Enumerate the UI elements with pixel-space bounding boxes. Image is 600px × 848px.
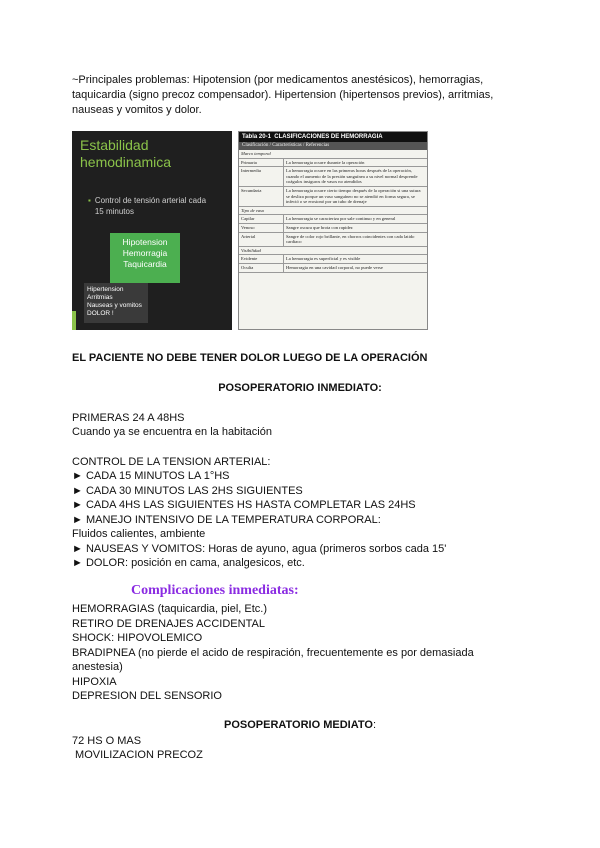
slide-accent-bar <box>72 311 76 330</box>
table-cell-term: Capilar <box>239 215 284 223</box>
table-cell-term: Primaria <box>239 159 284 167</box>
slide-dark-box: Hipertension Arritmias Nauseas y vomitos DOLOR ! <box>84 283 148 323</box>
table-title: Tabla 20-1 CLASIFICACIONES DE HEMORRAGIA <box>239 132 427 142</box>
slide-title: Estabilidad hemodinamica <box>80 137 172 170</box>
complicacion-line-4: BRADIPNEA (no pierde el acido de respiración, frecuentemente es por demasiada <box>72 647 474 659</box>
control-line-2: ► CADA 15 MINUTOS LA 1°HS <box>72 470 230 482</box>
control-line-3: ► CADA 30 MINUTOS LAS 2HS SIGUIENTES <box>72 485 303 497</box>
table-cell-term: Arterial <box>239 233 284 246</box>
table-row <box>239 224 427 233</box>
complicacion-line-5: anestesia) <box>72 661 123 673</box>
table-row <box>239 264 427 273</box>
table-cell-description: La hemorragia ocurre cierto tiempo después de la operación si una sutura se desliza porque un vaso sanguíneo no se atendió en forma segura, se infectó o se erosionó por un tubo de drenaje <box>286 187 421 205</box>
table-row <box>239 167 427 187</box>
mediato-line-1: 72 HS O MAS <box>72 735 142 747</box>
table-cell-description: Sangre de color rojo brillante, en chorros coincidentes con cada latido cardiaco <box>286 233 415 245</box>
control-line-5: ► MANEJO INTENSIVO DE LA TEMPERATURA CORPORAL: <box>72 514 381 526</box>
table-row <box>239 247 427 256</box>
intro-line-3: nauseas y vomitos y dolor. <box>72 104 202 116</box>
table-subheading: Clasificación / Características / Referencias <box>239 142 427 150</box>
complicacion-line-2: RETIRO DE DRENAJES ACCIDENTAL <box>72 618 265 630</box>
complicacion-line-3: SHOCK: HIPOVOLEMICO <box>72 632 203 644</box>
slide-bullet: ▪ Control de tensión arterial cada 15 minutos <box>88 196 207 216</box>
control-line-1: CONTROL DE LA TENSION ARTERIAL: <box>72 456 271 468</box>
table-cell-term: Marco temporal <box>241 151 271 156</box>
table-cell-term: Tipo de vaso <box>241 207 265 213</box>
control-line-6: Fluidos calientes, ambiente <box>72 528 206 540</box>
inmediato-heading: POSOPERATORIO INMEDIATO: <box>218 382 382 394</box>
pain-heading: EL PACIENTE NO DEBE TENER DOLOR LUEGO DE LA OPERACIÓN <box>72 352 428 364</box>
hemorrhage-classification-table-image <box>238 131 428 330</box>
complicacion-line-6: HIPOXIA <box>72 676 117 688</box>
table-cell-term: Venoso <box>239 224 284 232</box>
table-cell-term: Secundaria <box>239 187 284 206</box>
table-cell-term: Oculta <box>239 264 284 272</box>
table-cell-description: Sangre oscura que brota con rapidez <box>286 224 353 230</box>
table-cell-description: La hemorragia se caracteriza por sale continuo y en general <box>286 216 396 222</box>
table-cell-description: La hemorragia es superficial y es visible <box>286 256 361 262</box>
intro-line-1: ~Principales problemas: Hipotension (por medicamentos anestésicos), hemorragias, <box>72 74 484 86</box>
table-row <box>239 207 427 216</box>
complicaciones-heading: Complicaciones inmediatas: <box>131 583 299 598</box>
inmediato-line-1: PRIMERAS 24 A 48HS <box>72 412 185 424</box>
table-row <box>239 150 427 159</box>
control-line-8: ► DOLOR: posición en cama, analgesicos, etc. <box>72 557 305 569</box>
table-cell-description: La hemorragia ocurre durante la operación <box>286 159 365 165</box>
table-row <box>239 159 427 168</box>
control-line-4: ► CADA 4HS LAS SIGUIENTES HS HASTA COMPLETAR LAS 24HS <box>72 499 416 511</box>
inmediato-line-2: Cuando ya se encuentra en la habitación <box>72 426 272 438</box>
table-row <box>239 233 427 247</box>
table-row <box>239 187 427 207</box>
table-cell-description: Hemorragia en una cavidad corporal, no puede verse <box>286 264 383 270</box>
complicacion-line-1: HEMORRAGIAS (taquicardia, piel, Etc.) <box>72 603 268 615</box>
table-cell-term: Visibilidad <box>241 247 261 253</box>
table-cell-description: La hemorragia ocurre en las primeras horas después de la operación, cuando el aumento de la presión sanguínea a su nivel normal desprende coágulos insiguros de vasos no atendidos <box>286 168 418 185</box>
table-row <box>239 255 427 264</box>
table-row <box>239 215 427 224</box>
bullet-dot-icon: ▪ <box>88 196 91 205</box>
intro-line-2: taquicardia (signo precoz compensador). Hipertension (hipertensos previos), arritmias, <box>72 89 494 101</box>
mediato-line-2: MOVILIZACION PRECOZ <box>72 749 203 761</box>
table-cell-term: Evidente <box>239 255 284 263</box>
control-line-7: ► NAUSEAS Y VOMITOS: Horas de ayuno, agua (primeros sorbos cada 15' <box>72 543 447 555</box>
table-cell-term: Intermedia <box>239 167 284 186</box>
complicacion-line-7: DEPRESION DEL SENSORIO <box>72 690 222 702</box>
slide-green-box: Hipotension Hemorragia Taquicardia <box>110 233 180 283</box>
hemodynamic-slide-image <box>72 131 232 330</box>
mediato-heading: POSOPERATORIO MEDIATO: <box>224 719 376 731</box>
